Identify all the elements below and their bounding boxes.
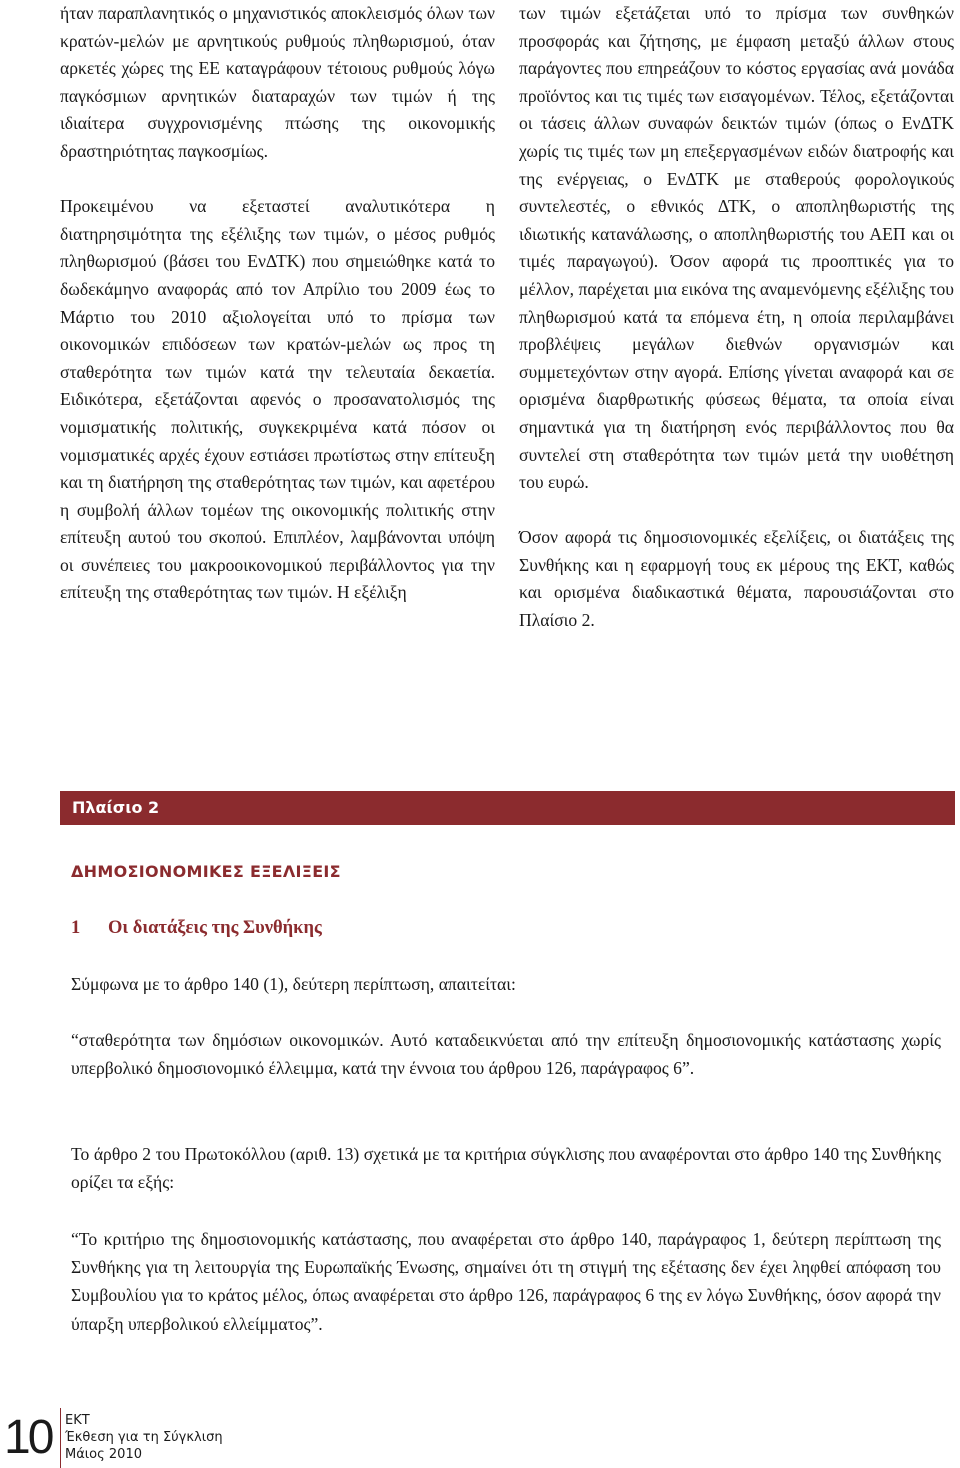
footer-report-title: Έκθεση για τη Σύγκλιση (65, 1430, 223, 1445)
box-paragraph-2 (71, 1140, 941, 1196)
box-intro (71, 970, 941, 998)
box-quote-1 (71, 1026, 941, 1082)
box-quote-2 (71, 1225, 941, 1338)
box-heading: ΔΗΜΟΣΙΟΝΟΜΙΚΕΣ ΕΞΕΛΙΞΕΙΣ (71, 862, 341, 881)
left-paragraph-2: Προκειμένου να εξεταστεί αναλυτικότερα η διατηρησιμότητα της εξέλιξης των τιμών, ο μέσος ρυθμός πληθωρισμού (βάσει του ΕνΔΤΚ) που σημειώθηκε κατά το δωδεκάμηνο αναφοράς από τον Απρίλιο του 2009 έως το Μάρτιο του 2010 αξιολογείται υπό το πρίσμα των οικονομικών επιδόσεων των κρατών-μελών ως προς τη σταθερότητα των τιμών κατά την τελευταία δεκαετία. Ειδικότερα, εξετάζονται αφενός ο προσανατολισμός της νομισματικής πολιτικής, συγκεκριμένα κατά πόσον οι νομισματικές αρχές έχουν εστιάσει πρωτίστως στην επίτευξη και τη διατήρηση της σταθερότητας των τιμών, και αφετέρου η συμβολή άλλων τομέων της οικονομικής πολιτικής στην επίτευξη αυτού του σκοπού. Επιπλέον, λαμβάνονται υπόψη οι συνέπειες του μακροοικονομικού περιβάλλοντος για την επίτευξη της σταθερότητας των τιμών. Η εξέλιξη (60, 196, 495, 603)
footer (65, 1412, 223, 1463)
left-paragraph-1: ήταν παραπλανητικός ο μηχανιστικός αποκλεισμός όλων των κρατών-μελών με αρνητικούς ρυθμούς πληθωρισμού, όταν αρκετές χώρες της ΕΕ καταγράφουν τέτοιους ρυθμούς λόγω παγκόσμιων αρνητικών διαταραχών των τιμών ή της ιδιαίτερα συγχρονισμένης πτώσης της οικονομικής δραστηριότητας παγκοσμίως. (60, 3, 495, 161)
page-number: 10 (4, 1411, 52, 1464)
right-paragraph-2: Όσον αφορά τις δημοσιονομικές εξελίξεις, οι διατάξεις της Συνθήκης και η εφαρμογή τους εκ μέρους της ΕΚΤ, καθώς και ορισμένα διαδικαστικά θέματα, παρουσιάζονται στο Πλαίσιο 2. (519, 527, 954, 631)
section-number: 1 (71, 918, 81, 938)
right-column (519, 0, 954, 635)
box-section-title (71, 916, 322, 940)
right-paragraph-1: των τιμών εξετάζεται υπό το πρίσμα των συνθηκών προσφοράς και ζήτησης, με έμφαση μεταξύ άλλων στους παράγοντες που επηρεάζουν το κόστος εργασίας ανά μονάδα προϊόντος και τις τιμές των εισαγομένων. Τέλος, εξετάζονται οι τάσεις άλλων συναφών δεικτών τιμών (όπως ο ΕνΔΤΚ χωρίς τις τιμές των μη επεξεργασμένων ειδών διατροφής και της ενέργειας, ο ΕνΔΤΚ με σταθερούς φορολογικούς συντελεστές, ο εθνικός ΔΤΚ, ο αποπληθωριστής της ιδιωτικής κατανάλωσης, ο αποπληθωριστής του ΑΕΠ και οι τιμές παραγωγού). Όσον αφορά τις προοπτικές για το μέλλον, παρέχεται μια εικόνα της αναμενόμενης εξέλιξης του πληθωρισμού κατά τα επόμενα έτη, η οποία περιλαμβάνει προβλέψεις μεγάλων διεθνών οργανισμών και συμμετεχόντων στην αγορά. Επίσης γίνεται αναφορά και σε ορισμένα διαρθρωτικής φύσεως θέματα, τα οποία είναι σημαντικά για τη διατήρηση ενός περιβάλλοντος που θα συντελεί στη σταθερότητα των τιμών μετά την υιοθέτηση του ευρώ. (519, 3, 954, 493)
box-quote-2-text: “Το κριτήριο της δημοσιονομικής κατάστασης, που αναφέρεται στο άρθρο 140, παράγραφος 1, δεύτερη περίπτωση της Συνθήκης για τη λειτουργία της Ευρωπαϊκής Ένωσης, σημαίνει ότι τη στιγμή της εξέτασης δεν έχει ληφθεί απόφαση του Συμβουλίου για το κράτος μέλος, όπως αναφέρεται στο άρθρο 126, παράγραφος 6 της εν λόγω Συνθήκης, όσον αφορά την ύπαρξη υπερβολικού ελλείμματος”. (71, 1229, 941, 1334)
box-title-bar (60, 791, 955, 825)
footer-divider (60, 1408, 61, 1468)
footer-publisher: ΕΚΤ (65, 1413, 90, 1428)
left-column (60, 0, 495, 607)
box-label: Πλαίσιο 2 (72, 798, 160, 817)
box-paragraph-2-text: Το άρθρο 2 του Πρωτοκόλλου (αριθ. 13) σχετικά με τα κριτήρια σύγκλισης που αναφέρονται στο άρθρο 140 της Συνθήκης ορίζει τα εξής: (71, 1144, 941, 1193)
footer-date: Μάιος 2010 (65, 1447, 142, 1462)
box-quote-1-text: “σταθερότητα των δημόσιων οικονομικών. Αυτό καταδεικνύεται από την επίτευξη δημοσιονομικής κατάστασης χωρίς υπερβολικό δημοσιονομικό έλλειμμα, κατά την έννοια του άρθρου 126, παράγραφος 6”. (71, 1030, 941, 1079)
box-intro-text: Σύμφωνα με το άρθρο 140 (1), δεύτερη περίπτωση, απαιτείται: (71, 974, 516, 994)
section-title: Οι διατάξεις της Συνθήκης (108, 918, 322, 938)
